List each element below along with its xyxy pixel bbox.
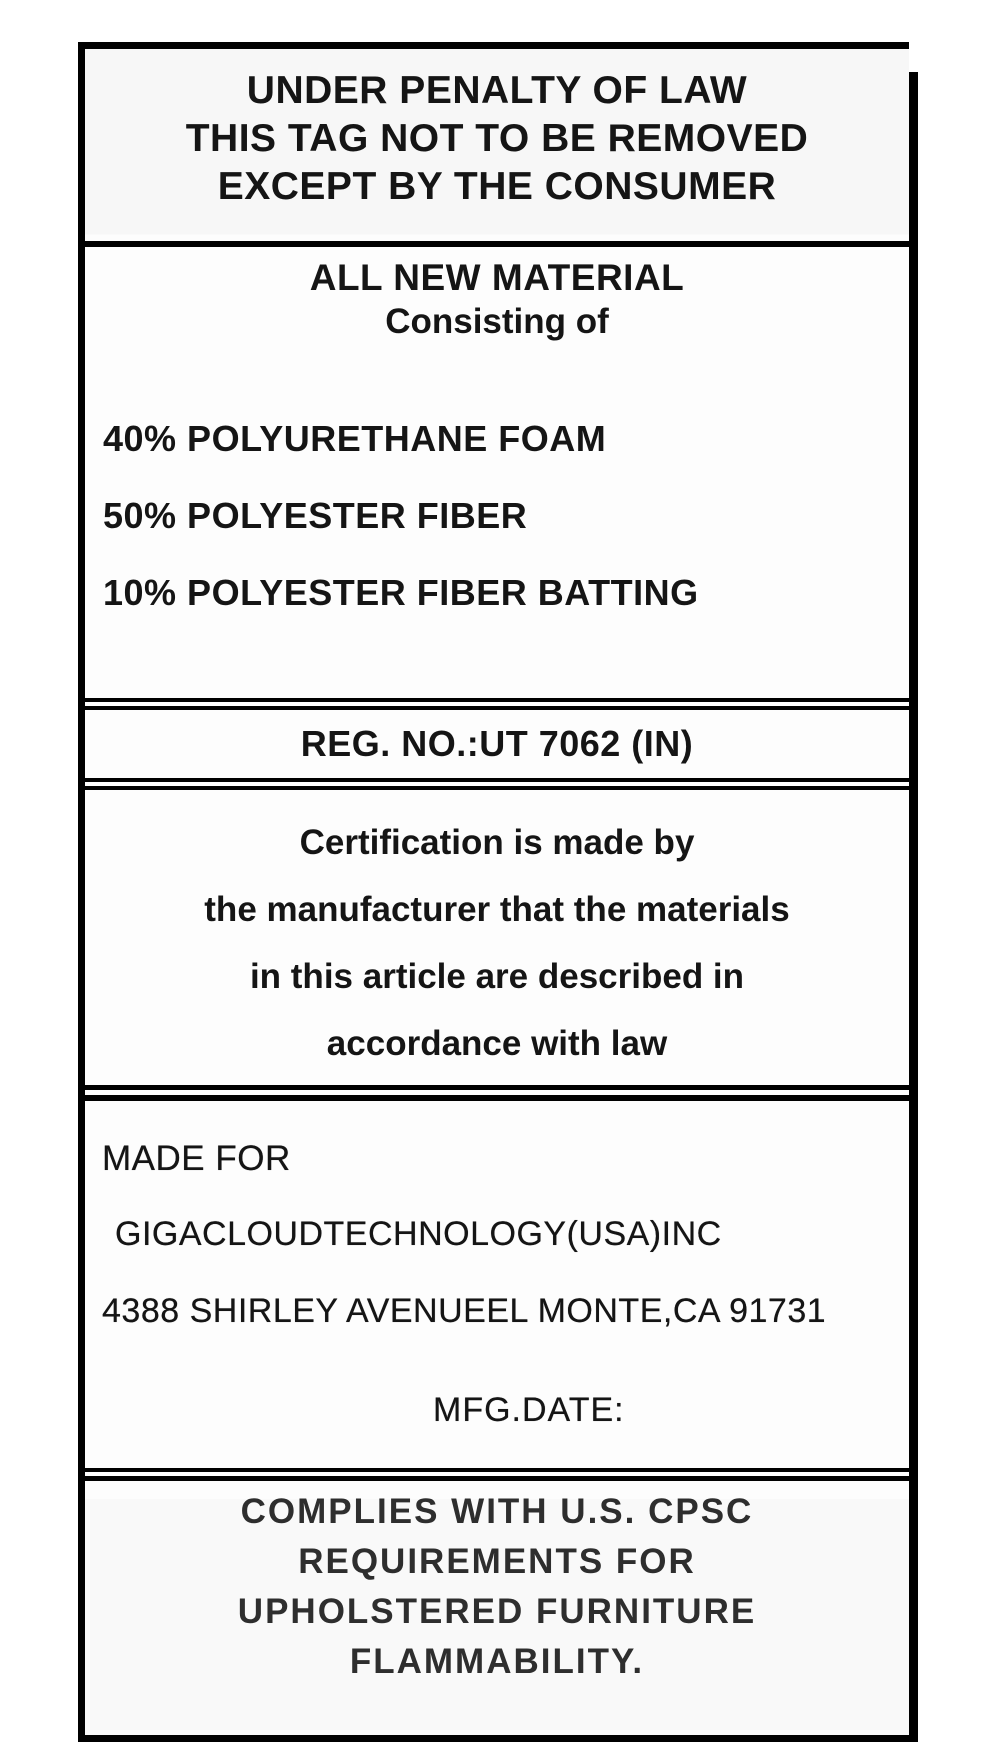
registration-section [85,710,909,778]
manufacturer-section [85,1101,909,1468]
section-divider [85,1085,909,1101]
certification-line-3: in this article are described in [249,957,745,996]
company-name: GIGACLOUDTECHNOLOGY(USA)INC [115,1215,722,1253]
section-divider [85,1468,909,1481]
material-item-batting: 10% POLYESTER FIBER BATTING [103,572,699,613]
material-item-fiber: 50% POLYESTER FIBER [103,495,528,536]
materials-subheading: Consisting of [385,302,609,341]
compliance-line-4: FLAMMABILITY. [349,1642,645,1681]
penalty-line-1: UNDER PENALTY OF LAW [246,69,748,112]
registration-number: REG. NO.:UT 7062 (IN) [300,723,694,764]
materials-list [85,417,909,615]
materials-section [85,248,909,698]
certification-line-4: accordance with law [326,1024,668,1063]
compliance-line-1: COMPLIES WITH U.S. CPSC [240,1492,754,1531]
compliance-line-3: UPHOLSTERED FURNITURE [237,1592,757,1631]
penalty-line-2: THIS TAG NOT TO BE REMOVED [185,117,809,160]
section-divider [85,698,909,710]
company-address: 4388 SHIRLEY AVENUEEL MONTE,CA 91731 [102,1292,827,1330]
compliance-section [85,1481,909,1735]
section-divider [85,778,909,790]
penalty-section [85,49,909,240]
mfg-date-label: MFG.DATE: [433,1391,625,1429]
certification-line-1: Certification is made by [299,823,695,862]
compliance-line-2: REQUIREMENTS FOR [298,1542,696,1581]
material-item-foam: 40% POLYURETHANE FOAM [103,418,607,459]
law-tag-label [78,42,918,1742]
scan-corner-gap [909,42,918,72]
made-for-label: MADE FOR [102,1139,291,1178]
materials-heading: ALL NEW MATERIAL [309,257,685,298]
section-divider [85,240,909,248]
penalty-line-3: EXCEPT BY THE CONSUMER [217,165,777,208]
certification-line-2: the manufacturer that the materials [204,890,790,929]
certification-section [85,790,909,1085]
